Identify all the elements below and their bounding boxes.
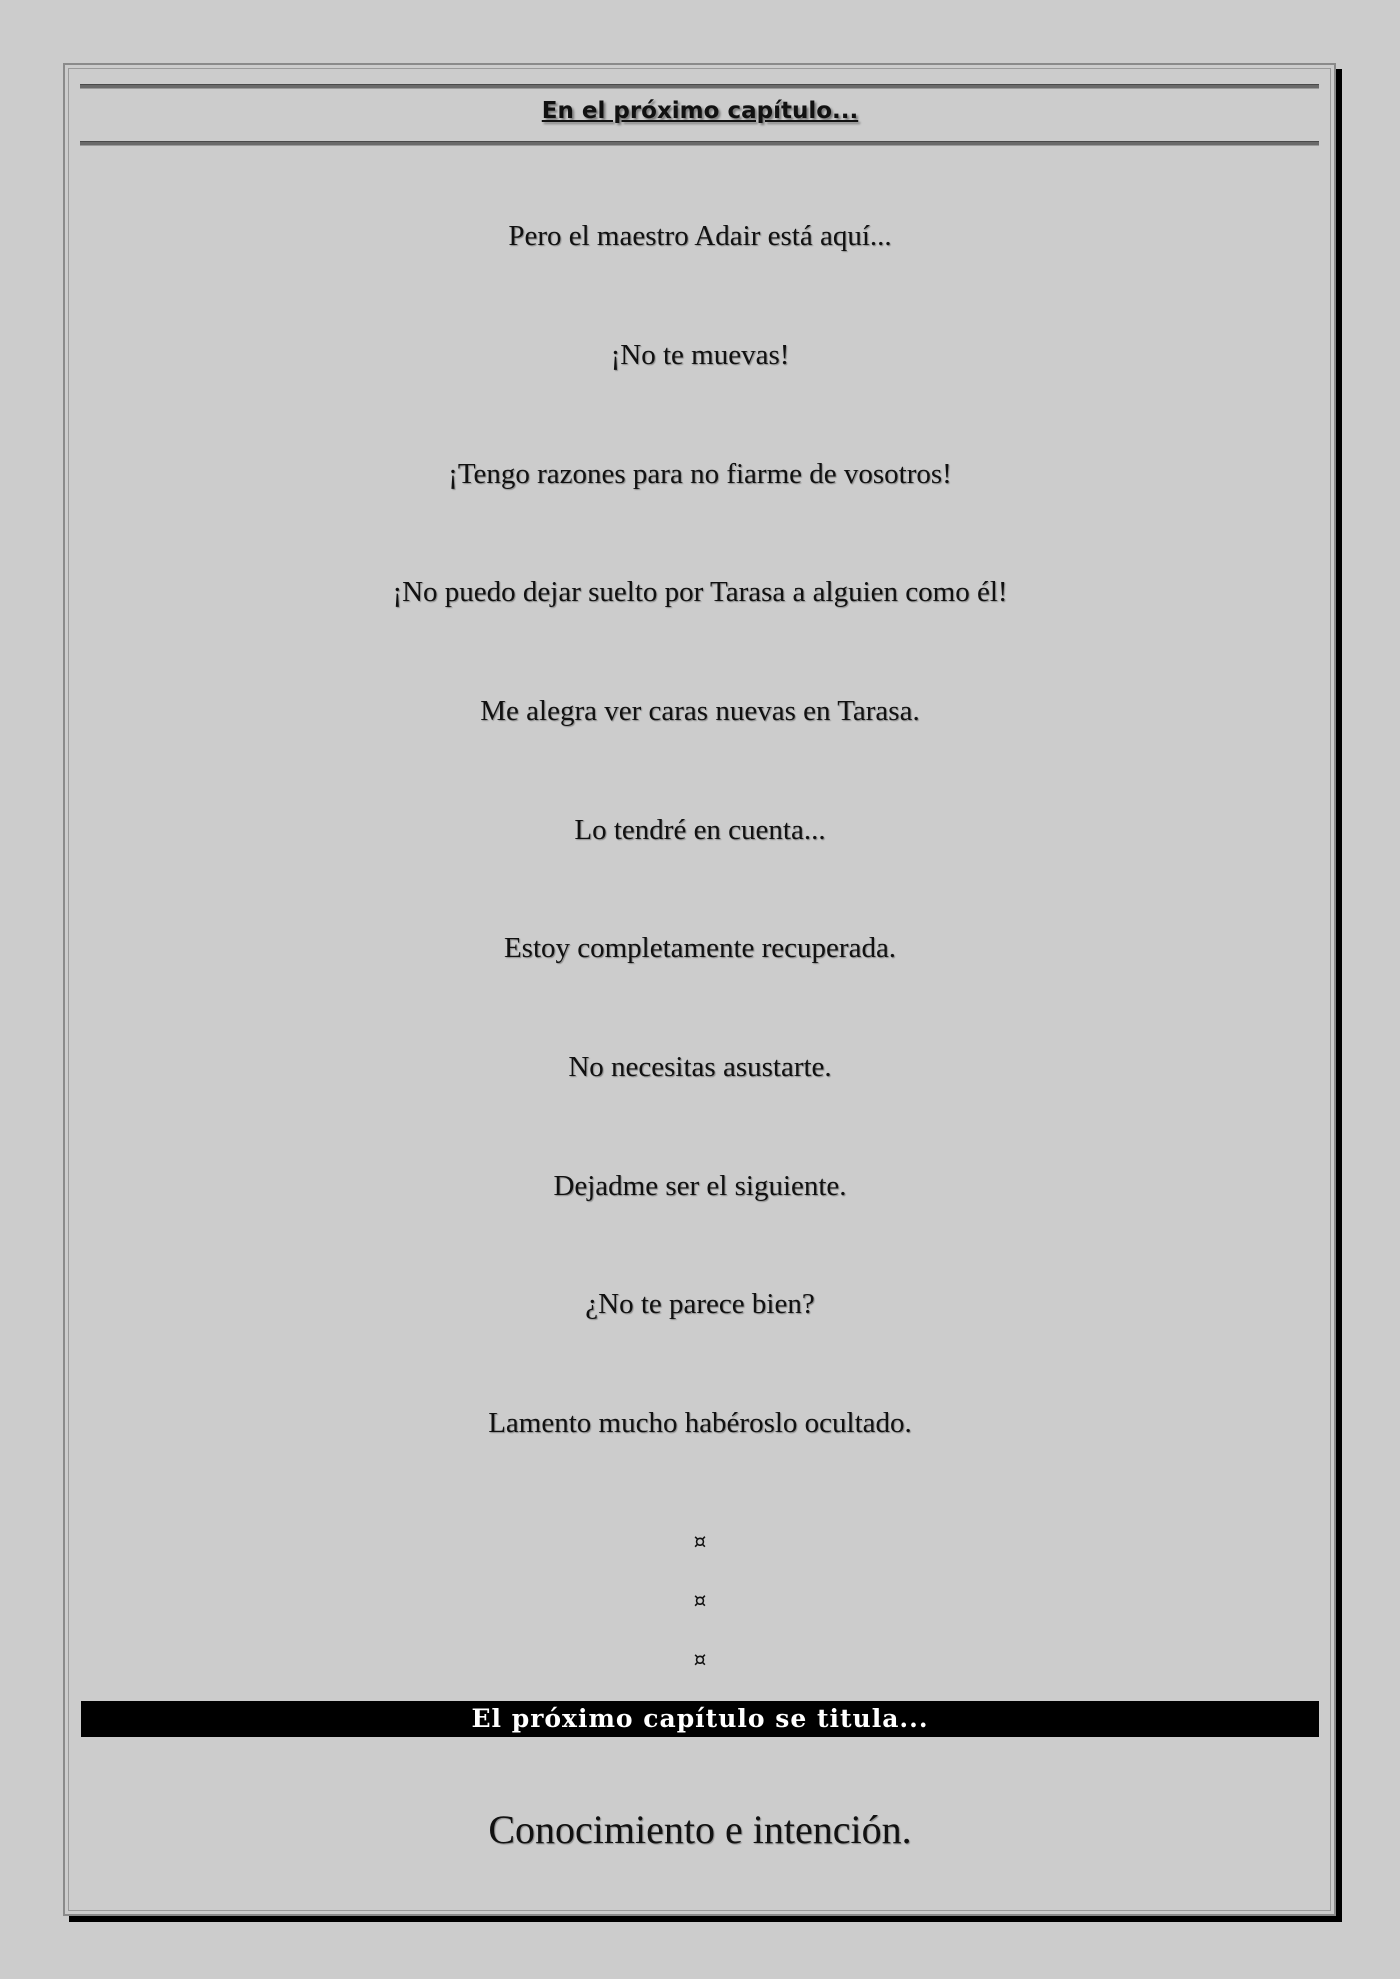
next-chapter-banner: El próximo capítulo se titula...: [81, 1701, 1319, 1737]
header-bottom-rule: [80, 141, 1319, 146]
dialogue-line: Lamento mucho habéroslo ocultado.: [488, 1407, 912, 1439]
dialogue-line: Me alegra ver caras nuevas en Tarasa.: [480, 695, 920, 727]
dialogue-line: ¡No puedo dejar suelto por Tarasa a alguien como él!: [392, 576, 1008, 608]
separator-mark: ¤: [693, 1588, 707, 1612]
dialogue-line: Dejadme ser el siguiente.: [553, 1170, 847, 1202]
dialogue-line: ¡Tengo razones para no fiarme de vosotros!: [448, 458, 952, 490]
dialogue-line: Lo tendré en cuenta...: [574, 814, 826, 846]
next-chapter-title: Conocimiento e intención.: [488, 1807, 912, 1852]
dialogue-line: Pero el maestro Adair está aquí...: [508, 220, 892, 252]
separator-mark: ¤: [693, 1529, 707, 1553]
separator-mark: ¤: [693, 1647, 707, 1671]
header-title: En el próximo capítulo...: [541, 98, 859, 124]
header-top-rule: [80, 84, 1319, 89]
dialogue-line: ¿No te parece bien?: [585, 1288, 815, 1320]
dialogue-line: ¡No te muevas!: [610, 339, 790, 371]
dialogue-line: Estoy completamente recuperada.: [503, 932, 897, 964]
dialogue-line: No necesitas asustarte.: [568, 1051, 832, 1083]
